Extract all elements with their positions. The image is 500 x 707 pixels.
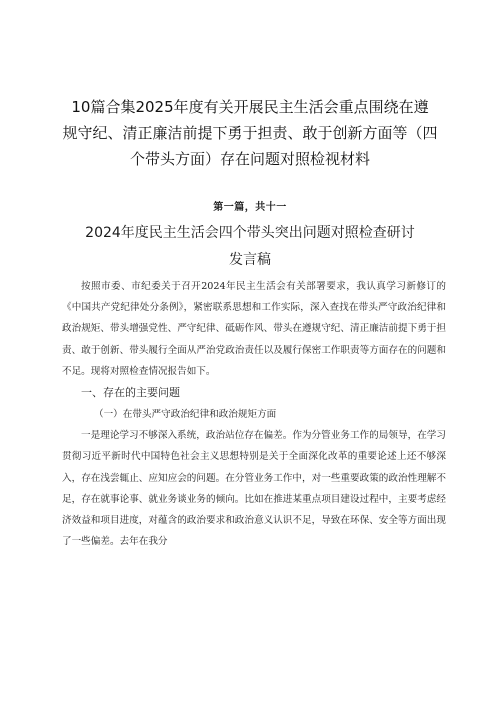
document-title xyxy=(40,94,460,172)
document-body xyxy=(62,276,446,552)
section-mark: 第一篇，共十一 xyxy=(213,202,287,213)
heading-political-discipline: （一）在带头严守政治纪律和政治规矩方面 xyxy=(94,409,277,421)
body-paragraph: 一是理论学习不够深入系统，政治站位存在偏差。作为分管业务工作的局领导，在学习贯彻习近平新时代中国特色社会主义思想特别是关于全面深化改革的重要论述上还不够深入，存在浅尝辄止、应知应会的问题。在分管业务工作中，对一些重要政策的政治性理解不足，存在就事论事、就业务谈业务的倾向。比如在推进某重点项目建设过程中，主要考虑经济效益和项目进度，对蕴含的政治要求和政治意义认识不足，导致在环保、安全等方面出现了一些偏差。去年在我分 xyxy=(62,430,446,548)
subtitle-line: 2024年度民主生活会四个带头突出问题对照检查研讨 xyxy=(85,225,415,241)
subtitle-line: 发言稿 xyxy=(229,252,271,268)
intro-paragraph: 按照市委、市纪委关于召开2024年民主生活会有关部署要求，我认真学习新修订的《中国共产党纪律处分条例》，紧密联系思想和工作实际，深入查找在带头严守政治纪律和政治规矩、带头增强党性、严守纪律、砥砺作风、带头在遵规守纪、清正廉洁前提下勇于担责、敢于创新、带头履行全面从严治党政治责任以及履行保密工作职责等方面存在的问题和不足。现将对照检查情况报告如下。 xyxy=(62,281,446,377)
title-line: 10篇合集2025年度有关开展民主生活会重点围绕在遵 xyxy=(71,98,429,116)
document-subtitle xyxy=(40,220,460,274)
title-line: 个带头方面）存在问题对照检视材料 xyxy=(129,150,370,168)
heading-main-problems: 一、存在的主要问题 xyxy=(81,386,180,400)
title-line: 规守纪、清正廉洁前提下勇于担责、敢于创新方面等（四 xyxy=(62,124,438,142)
